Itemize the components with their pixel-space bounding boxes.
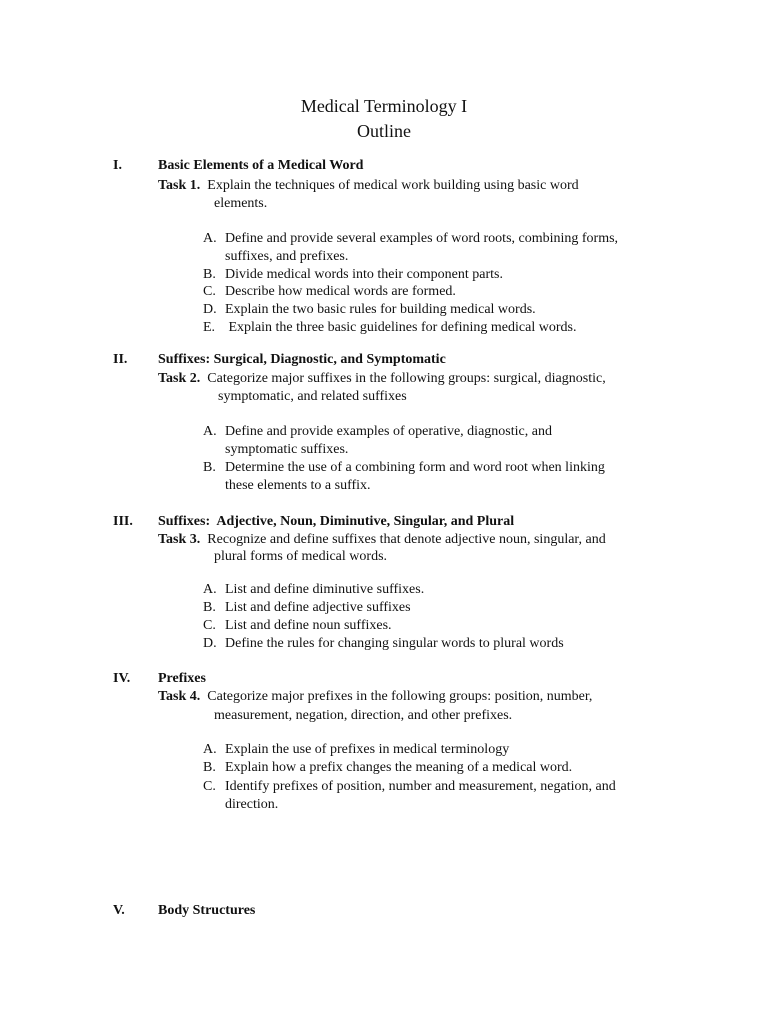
item-letter: B. xyxy=(203,460,216,475)
section-number: III. xyxy=(113,514,133,529)
list-item: Define the rules for changing singular words to plural words xyxy=(225,636,564,651)
list-item: List and define adjective suffixes xyxy=(225,600,411,615)
list-item: Explain how a prefix changes the meaning of a medical word. xyxy=(225,760,573,775)
task-label: Task 4. xyxy=(158,689,201,704)
item-letter: A. xyxy=(203,231,217,246)
task-line xyxy=(158,688,592,706)
item-letter: C. xyxy=(203,779,216,794)
list-item: Identify prefixes of position, number and measurement, negation, and xyxy=(225,779,616,794)
item-letter: C. xyxy=(203,284,216,299)
item-letter: A. xyxy=(203,424,217,439)
task-text-continued: plural forms of medical words. xyxy=(214,549,388,564)
section-title: Basic Elements of a Medical Word xyxy=(158,158,364,173)
section-number: I. xyxy=(113,158,122,173)
list-item: Define and provide examples of operative, diagnostic, and xyxy=(225,424,552,439)
item-letter: A. xyxy=(203,582,217,597)
section-number: V. xyxy=(113,903,125,918)
item-letter: D. xyxy=(203,302,217,317)
page-title: Medical Terminology I xyxy=(300,96,468,116)
item-letter: A. xyxy=(203,742,217,757)
list-item-continued: symptomatic suffixes. xyxy=(225,442,349,457)
task-label: Task 2. xyxy=(158,371,201,386)
list-item-continued: these elements to a suffix. xyxy=(225,478,371,493)
list-item: Explain the use of prefixes in medical terminology xyxy=(225,742,510,757)
task-text-continued: elements. xyxy=(214,196,268,211)
section-title: Prefixes xyxy=(158,671,206,686)
section-title: Body Structures xyxy=(158,903,256,918)
list-item: Describe how medical words are formed. xyxy=(225,284,456,299)
item-letter: C. xyxy=(203,618,216,633)
list-item: Determine the use of a combining form and word root when linking xyxy=(225,460,605,475)
task-text: Categorize major prefixes in the following groups: position, number, xyxy=(207,689,593,704)
list-item: Define and provide several examples of word roots, combining forms, xyxy=(225,231,619,246)
task-line xyxy=(158,370,606,388)
item-letter: B. xyxy=(203,600,216,615)
task-text-continued: symptomatic, and related suffixes xyxy=(218,389,407,404)
section-number: IV. xyxy=(113,671,131,686)
list-item-continued: suffixes, and prefixes. xyxy=(225,249,349,264)
task-line xyxy=(158,177,579,195)
page-subtitle: Outline xyxy=(357,121,411,141)
task-text: Categorize major suffixes in the following groups: surgical, diagnostic, xyxy=(207,371,606,386)
task-text: Recognize and define suffixes that denote adjective noun, singular, and xyxy=(207,532,606,547)
item-letter: E. xyxy=(203,320,216,335)
item-letter: D. xyxy=(203,636,217,651)
task-text: Explain the techniques of medical work building using basic word xyxy=(207,178,579,193)
task-label: Task 1. xyxy=(158,178,201,193)
list-item-continued: direction. xyxy=(225,797,279,812)
task-label: Task 3. xyxy=(158,532,201,547)
list-item: Explain the two basic rules for building medical words. xyxy=(225,302,536,317)
section-title: Suffixes: Adjective, Noun, Diminutive, Singular, and Plural xyxy=(158,514,515,529)
list-item: Divide medical words into their component parts. xyxy=(225,267,503,282)
list-item: List and define diminutive suffixes. xyxy=(225,582,425,597)
list-item: List and define noun suffixes. xyxy=(225,618,392,633)
list-item: Explain the three basic guidelines for defining medical words. xyxy=(225,320,577,335)
section-title: Suffixes: Surgical, Diagnostic, and Symptomatic xyxy=(158,352,446,367)
section-number: II. xyxy=(113,352,128,367)
item-letter: B. xyxy=(203,760,216,775)
task-text-continued: measurement, negation, direction, and other prefixes. xyxy=(214,708,513,723)
task-line xyxy=(158,531,606,549)
item-letter: B. xyxy=(203,267,216,282)
